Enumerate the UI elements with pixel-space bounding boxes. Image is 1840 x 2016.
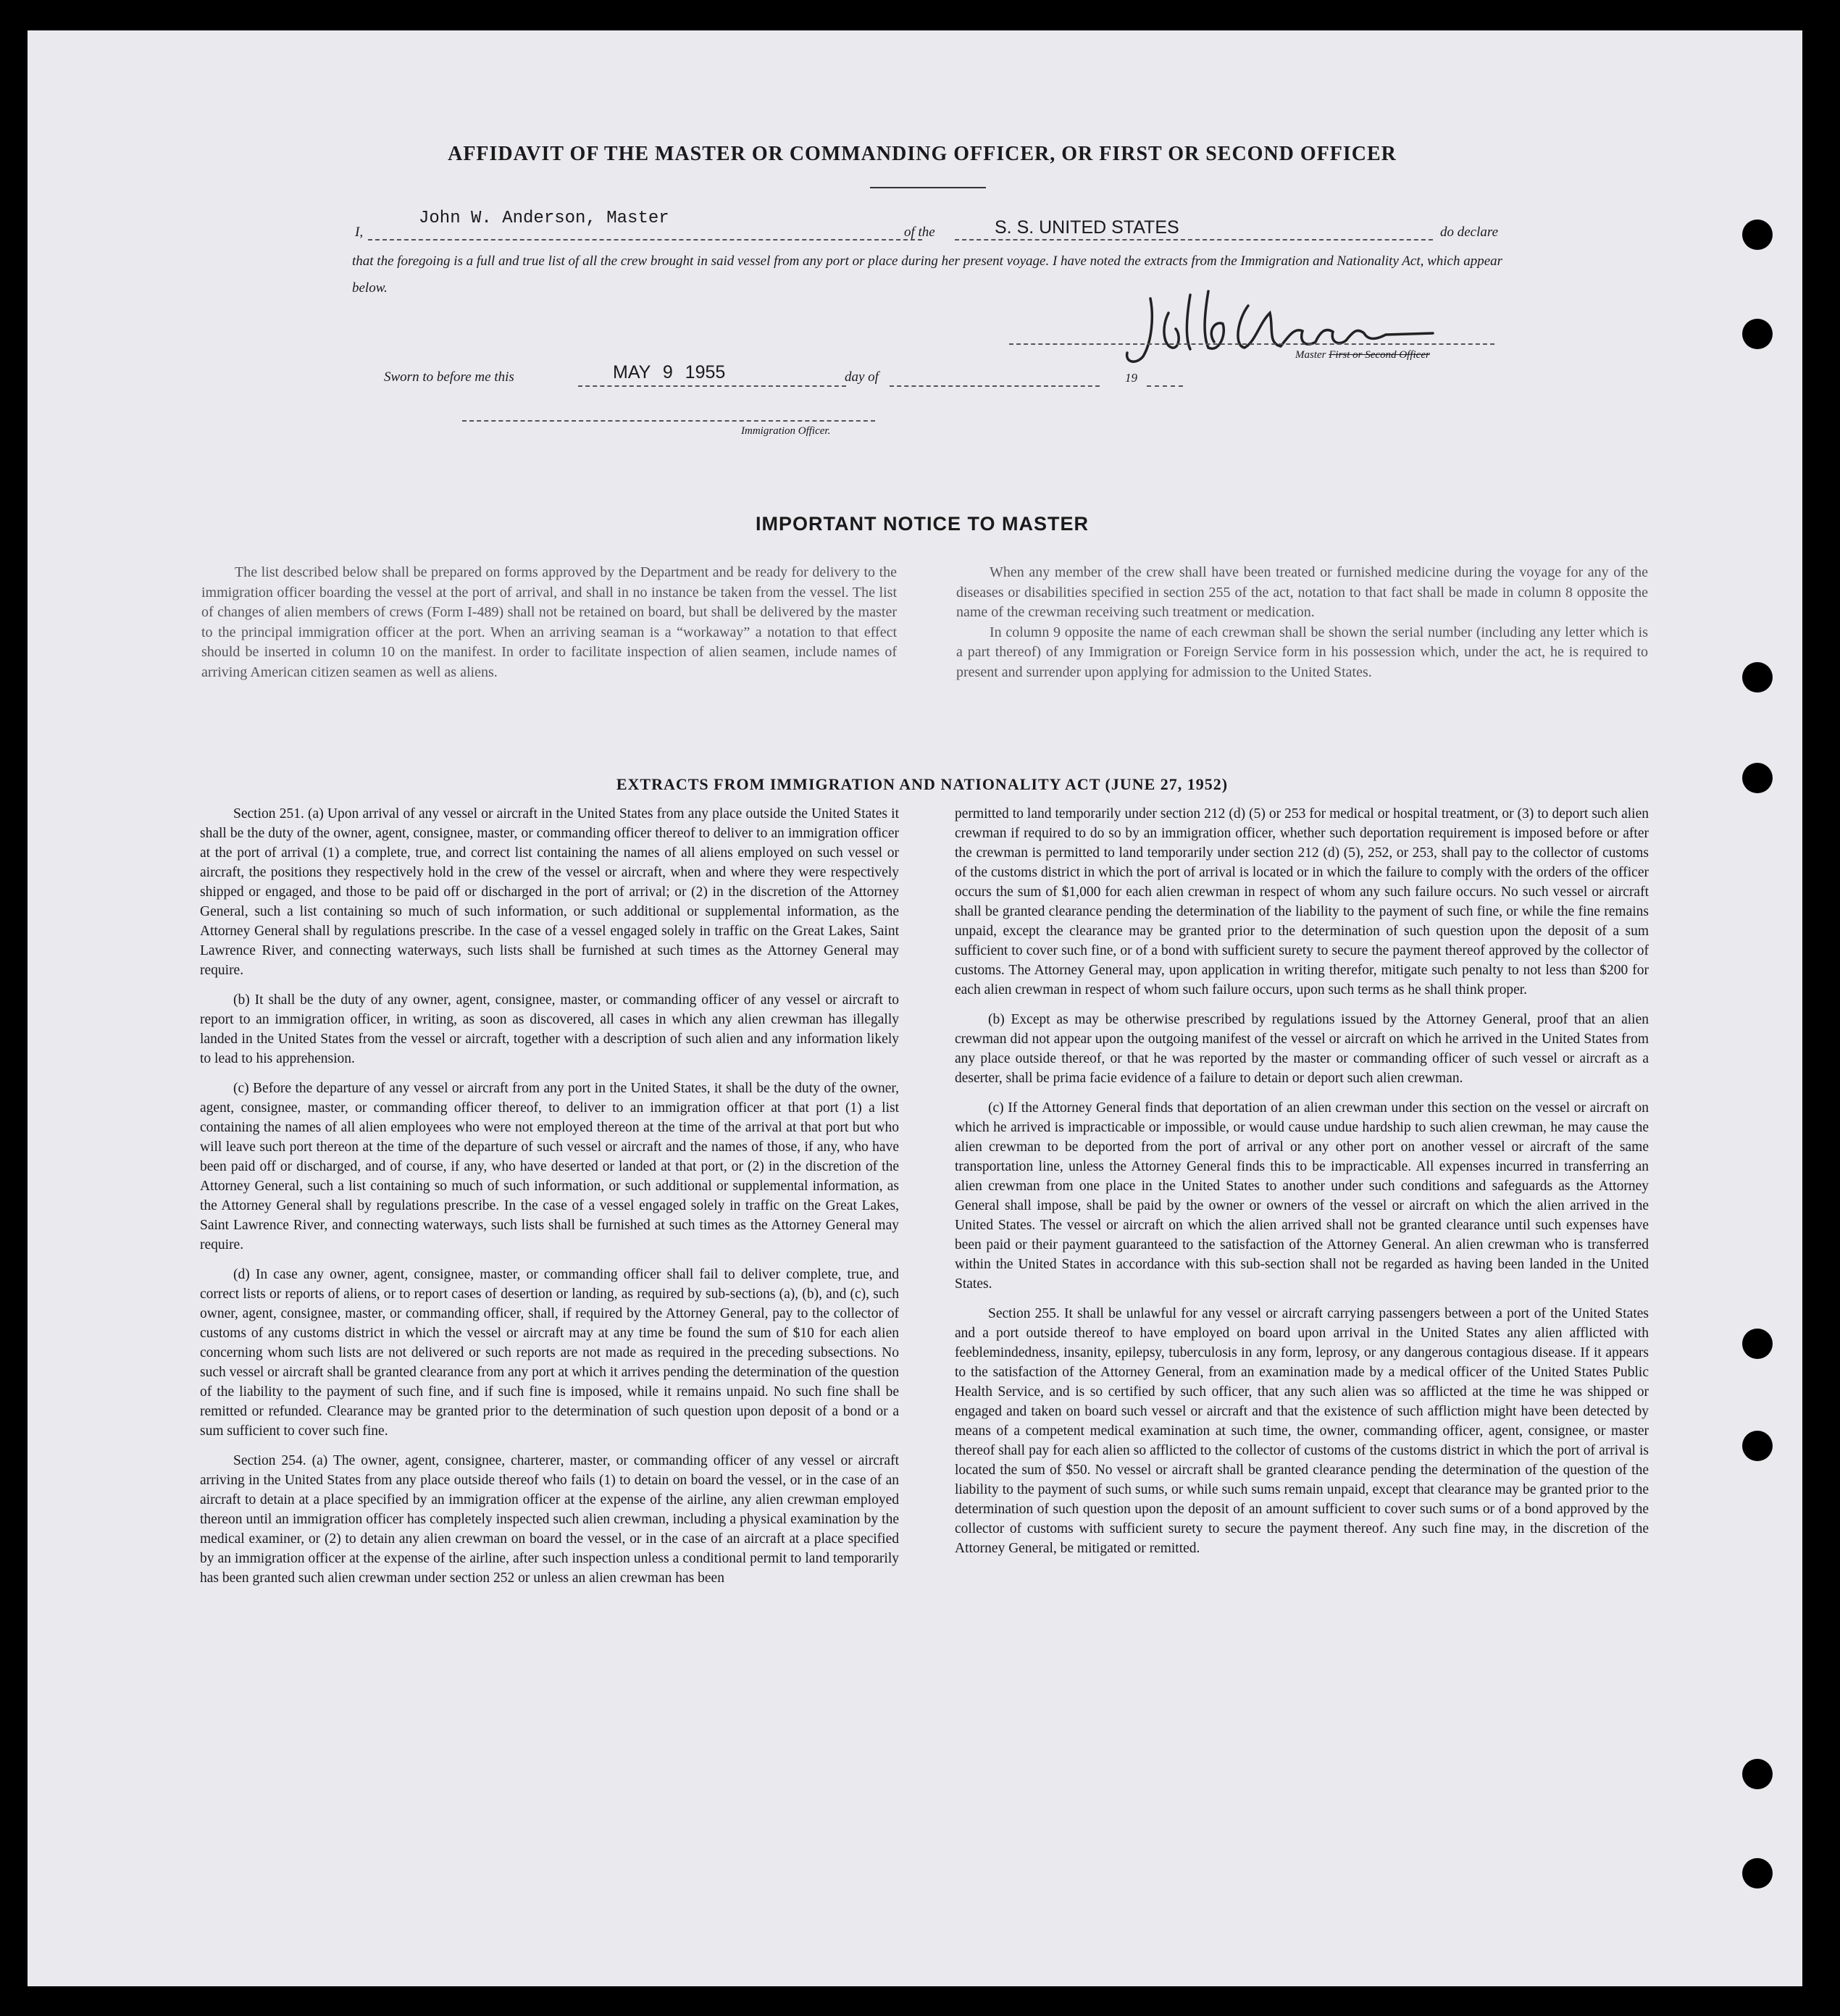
officer-signature-line <box>462 420 875 422</box>
vessel-name: S. S. UNITED STATES <box>995 217 1179 238</box>
sworn-date-underline <box>578 385 846 387</box>
notice-left-paragraph: The list described below shall be prepared on forms approved by the Department and be ready for delivery to the immigration officer boarding the vessel at the port of arrival, and shall in no instance be taken from the vessel. The list of changes of alien members of crews (Form I-489) shall not be retained on board, but shall be delivered by the master to the principal immigration officer at the port. When an arriving seaman is a “workaway” a notation to that effect should be inserted in column 10 on the manifest. In order to facilitate inspection of alien seamen, include names of arriving American citizen seamen as well as aliens. <box>201 564 897 680</box>
signer-master: Master <box>1295 349 1326 361</box>
signer-caption <box>1295 349 1430 361</box>
affidavit-title: AFFIDAVIT OF THE MASTER OR COMMANDING OFFICER, OR FIRST OR SECOND OFFICER <box>448 143 1397 165</box>
extracts-left-column <box>200 804 899 1598</box>
notice-title: IMPORTANT NOTICE TO MASTER <box>756 513 1089 535</box>
sworn-date: MAY 9 1955 <box>613 362 726 382</box>
affidavit-statement: that the foregoing is a full and true list of all the crew brought in said vessel from any port or place during her present voyage. I have noted the extracts from the Immigration and Nationality Act, which appear below. <box>352 254 1503 296</box>
notice-left-column <box>201 563 897 693</box>
section-251-c: (c) Before the departure of any vessel or aircraft from any port in the United States, it shall be the duty of the owner, agent, consignee, master, or commanding officer thereof, to deliver to an immigration officer at that port (1) a list containing the names of all alien employees who were not employed thereon at the time of the arrival at that port but who will leave such port thereon at the time of the departure of such vessel or aircraft and the names of those, if any, who have been paid off or discharged, and of course, if any, who have deserted or landed at that port, or (2) in the discretion of the Attorney General, such a list containing so much of such information, or such additional or supplemental information, as the Attorney General shall by regulations prescribe. In the case of a vessel engaged solely in traffic on the Great Lakes, Saint Lawrence River, and connecting waterways, such lists shall be furnished at such times as the Attorney General may require. <box>200 1081 899 1252</box>
vessel-underline <box>955 239 1433 241</box>
year-underline <box>1147 385 1183 387</box>
section-251-b: (b) It shall be the duty of any owner, agent, consignee, master, or commanding officer of any vessel or aircraft to report to an immigration officer, in writing, as soon as discovered, all cases in which any alien crewman has illegally landed in the United States from the vessel or aircraft, together with a description of such alien and any information likely to lead to his apprehension. <box>200 992 899 1066</box>
notice-right-paragraph-1: When any member of the crew shall have been treated or furnished medicine during the voyage for any of the diseases or disabilities specified in section 255 of the act, notation to that fact shall be made in column 8 opposite the name of the crewman receiving such treatment or medication. <box>956 564 1648 620</box>
punch-hole <box>1742 319 1773 349</box>
of-the-label: of the <box>904 225 935 240</box>
do-declare-label: do declare <box>1440 225 1499 240</box>
title-rule <box>870 187 986 188</box>
punch-hole <box>1742 662 1773 693</box>
signer-struck: First or Second Officer <box>1329 349 1430 361</box>
punch-hole <box>1742 1329 1773 1359</box>
punch-hole <box>1742 1431 1773 1461</box>
day-of-label: day of <box>845 369 879 385</box>
section-251-d: (d) In case any owner, agent, consignee, master, or commanding officer shall fail to deliver complete, true, and correct lists or reports of aliens, or to report cases of desertion or landing, as required by sub-sections (a), (b), and (c), such owner, agent, consignee, master, or commanding officer, shall, if required by the Attorney General, pay to the collector of customs of any customs district in which the vessel or aircraft may at any time be found the sum of $10 for each alien concerning whom such lists are not delivered or such reports are not made as required in the preceding subsections. No such vessel or aircraft shall be granted clearance from any port at which it arrives pending the determination of the question of the liability to the payment of such fine, and if such fine is imposed, while it remains unpaid. No such fine shall be remitted or refunded. Clearance may be granted prior to the determination of such question upon deposit of a bond or a sum sufficient to cover such fine. <box>200 1267 899 1439</box>
section-254-b: (b) Except as may be otherwise prescribed by regulations issued by the Attorney General, proof that an alien crewman did not appear upon the outgoing manifest of the vessel or aircraft on which he arrived in the United States from any place outside thereof, or that he was reported by the master or commanding officer of such vessel or aircraft as a deserter, shall be prima facie evidence of a failure to detain or deport such alien crewman. <box>955 1012 1649 1086</box>
immigration-officer-caption: Immigration Officer. <box>741 425 831 437</box>
signature-line <box>1009 343 1494 345</box>
declarant-underline <box>368 239 922 241</box>
punch-hole <box>1742 219 1773 250</box>
section-254-c: (c) If the Attorney General finds that deportation of an alien crewman under this section on the vessel or aircraft on which he arrived is impracticable or impossible, or would cause undue hardship to such alien crewman, he may cause the alien crewman to be deported from the port of arrival or any other port on another vessel or aircraft of the same transportation line, unless the Attorney General finds this to be impracticable. All expenses incurred in transferring an alien crewman from one place in the United States to another under such conditions and safeguards as the Attorney General shall impose, shall be paid by the owner or owners of the vessel or aircraft on which the alien arrived in the United States. The vessel or aircraft on which the alien arrived shall not be granted clearance until such expenses have been paid or their payment guaranteed to the satisfaction of the Attorney General. An alien crewman who is transferred within the United States in accordance with this sub-section shall not be regarded as having been landed in the United States. <box>955 1100 1649 1292</box>
extracts-title: EXTRACTS FROM IMMIGRATION AND NATIONALITY ACT (JUNE 27, 1952) <box>616 775 1229 793</box>
section-254-a: Section 254. (a) The owner, agent, consignee, charterer, master, or commanding officer of any vessel or aircraft arriving in the United States from any place outside thereof who fails (1) to detain on board the vessel, or in the case of an aircraft to detain at a place specified by an immigration officer at the expense of the airline, any alien crewman employed thereon until an immigration officer has completely inspected such alien crewman, including a physical examination by the medical examiner, or (2) to detain any alien crewman on board the vessel, or in the case of an aircraft at a place specified by an immigration officer at the expense of the airline, after such inspection unless a conditional permit to land temporarily has been granted such alien crewman under section 252 or unless an alien crewman has been <box>200 1453 899 1586</box>
i-label: I, <box>355 225 364 240</box>
extracts-right-column <box>955 804 1649 1568</box>
year-label: 19 <box>1125 371 1137 385</box>
punch-hole <box>1742 1858 1773 1889</box>
section-255: Section 255. It shall be unlawful for any vessel or aircraft carrying passengers between a port of the United States and a port outside thereof to have employed on board upon arrival in the United States any alien afflicted with feeblemindedness, insanity, epilepsy, tuberculosis in any form, leprosy, or any dangerous contagious disease. If it appears to the satisfaction of the Attorney General, from an examination made by a medical officer of the United States Public Health Service, and is so certified by such officer, that any such alien was so afflicted at the time he was shipped or engaged and taken on board such vessel or aircraft and that the existence of such affliction might have been detected by means of a competent medical examination at such time, the owner, commanding officer, agent, consignee, or master thereof shall pay for each alien so afflicted to the collector of customs of the customs district in which the port of arrival is located the sum of $50. No vessel or aircraft shall be granted clearance pending the determination of the question of the liability to the payment of such sums, or while such sums remain unpaid, except that clearance may be granted prior to the determination of such question upon the deposit of an amount sufficient to cover such sums or of a bond approved by the collector of customs with sufficient surety to secure the payment thereof. Any such fine may, in the discretion of the Attorney General, be mitigated or remitted. <box>955 1306 1649 1556</box>
sworn-label: Sworn to before me this <box>384 369 514 385</box>
punch-hole <box>1742 1759 1773 1789</box>
section-251-a: Section 251. (a) Upon arrival of any vessel or aircraft in the United States from any place outside the United States it shall be the duty of the owner, agent, consignee, master, or commanding officer thereof to deliver to an immigration officer at the port of arrival (1) a complete, true, and correct list containing the names of all aliens employed on such vessel or aircraft, the positions they respectively hold in the crew of the vessel or aircraft, when and where they were respectively shipped or engaged, and those to be paid off or discharged in the port of arrival; or (2) in the discretion of the Attorney General, such a list containing so much of such information, or such additional or supplemental information, as the Attorney General shall by regulations prescribe. In the case of a vessel engaged solely in traffic on the Great Lakes, Saint Lawrence River, and connecting waterways, such lists shall be furnished at such times as the Attorney General may require. <box>200 806 899 978</box>
declarant-name: John W. Anderson, Master <box>419 209 669 228</box>
document-page <box>28 30 1802 1986</box>
notice-right-column <box>956 563 1648 693</box>
section-254-a-continued: permitted to land temporarily under section 212 (d) (5) or 253 for medical or hospital treatment, or (3) to deport such alien crewman if required to do so by an immigration officer, whether such deportation requirement is imposed before or after the crewman is permitted to land temporarily under section 212 (d) (5), 252, or 253, shall pay to the collector of customs of the customs district in which the port of arrival is located or in which the failure to comply with the orders of the officer occurs the sum of $1,000 for each alien crewman in respect of whom any such failure occurs. No such vessel or aircraft shall be granted clearance pending the determination of the liability to the payment of such fine, or while the fine remains unpaid, except the clearance may be granted prior to the determination of such question upon the deposit of a sum sufficient to cover such fine, or of a bond with sufficient surety to secure the payment thereof approved by the collector of customs. The Attorney General may, upon application in writing therefor, mitigate such penalty to not less than $200 for each alien crewman in respect of whom such failure occurs, upon such terms as he shall think proper. <box>955 806 1649 997</box>
day-of-underline <box>890 385 1100 387</box>
notice-right-paragraph-2: In column 9 opposite the name of each crewman shall be shown the serial number (including any letter which is a part thereof) of any Immigration or Foreign Service form in his possession which, under the act, he is required to present and surrender upon applying for admission to the United States. <box>956 624 1648 680</box>
